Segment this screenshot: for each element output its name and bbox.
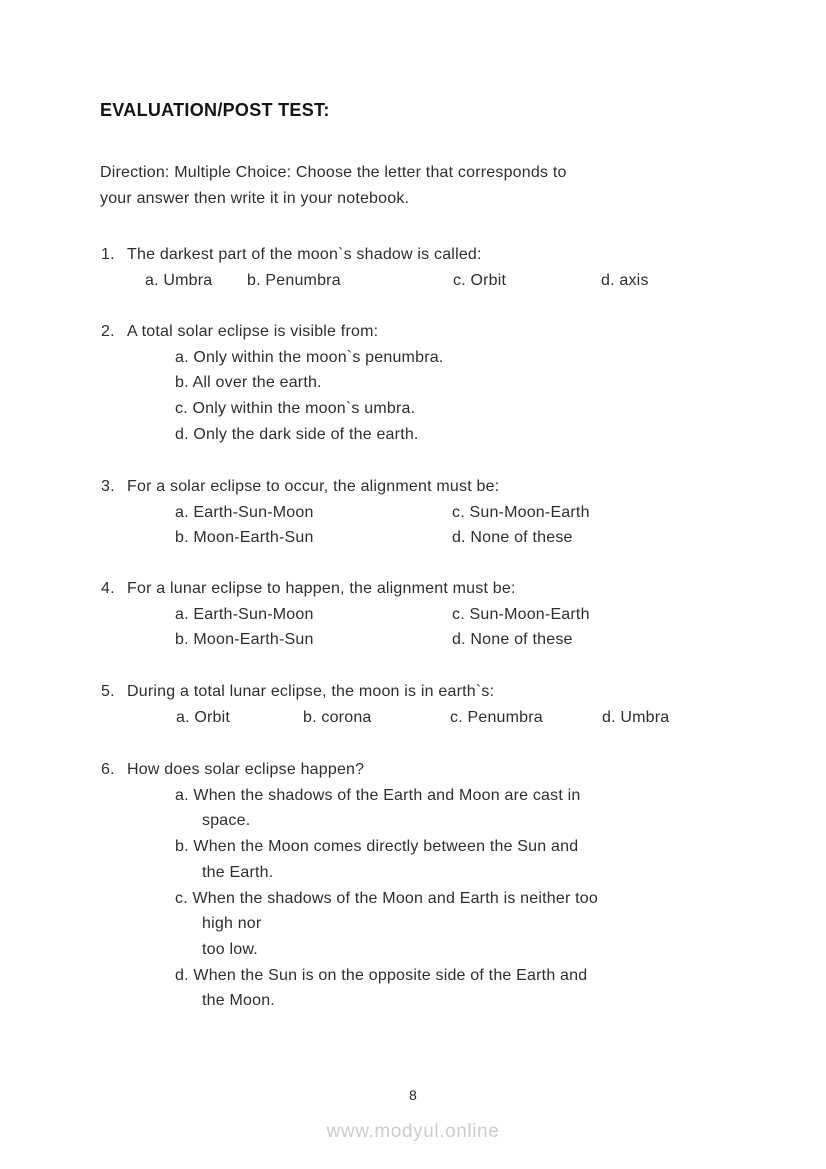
option-c: c. Sun-Moon-Earth [452,605,590,623]
question-number: 4. [101,580,115,597]
question-3-text [0,474,826,500]
option-d: d. Only the dark side of the earth. [175,425,419,443]
option-a-continuation: space. [202,812,251,830]
option-b: b. Penumbra [247,271,341,289]
question-number: 3. [101,478,115,495]
watermark-text: www.modyul.online [326,1121,500,1142]
question-3 [0,474,826,551]
question-number: 5. [101,683,115,700]
option-d: d. None of these [452,529,573,547]
question-1 [0,242,826,293]
option-d: d. None of these [452,631,573,649]
option-a: a. Orbit [176,708,231,726]
question-1-options [0,268,826,294]
question-number: 2. [101,323,115,340]
option-c: c. When the shadows of the Moon and Earth is neither too [175,889,598,907]
question-3-options-row-2 [0,525,826,551]
question-text: During a total lunar eclipse, the moon is in earth`s: [127,683,495,700]
question-5-options [0,705,826,731]
option-c: c. Penumbra [450,708,543,726]
option-c: c. Sun-Moon-Earth [452,503,590,521]
question-5 [0,679,826,730]
question-3-options-row-1 [0,500,826,526]
question-6-text [0,757,826,783]
question-4-options-row-2 [0,627,826,653]
question-text: A total solar eclipse is visible from: [127,323,379,340]
option-a: a. Earth-Sun-Moon [175,605,314,623]
option-c-continuation: high nor [202,915,262,933]
question-4-text [0,576,826,602]
option-a: a. Only within the moon`s penumbra. [175,348,444,366]
direction-line: Direction: Multiple Choice: Choose the letter that corresponds to [100,164,567,181]
option-d: d. Umbra [602,708,670,726]
page-number: 8 [409,1087,417,1103]
direction-line: your answer then write it in your notebook. [100,190,410,207]
direction-text [100,160,567,212]
option-c: c. Only within the moon`s umbra. [175,400,416,418]
question-4 [0,576,826,653]
option-b: b. When the Moon comes directly between the Sun and [175,838,579,856]
option-b-continuation: the Earth. [202,863,274,881]
option-a: a. Earth-Sun-Moon [175,503,314,521]
option-d: d. When the Sun is on the opposite side of the Earth and [175,966,588,984]
option-b: b. All over the earth. [175,374,322,392]
question-text: How does solar eclipse happen? [127,761,365,778]
question-6 [0,757,826,1014]
question-2 [0,319,826,448]
question-4-options-row-1 [0,602,826,628]
option-c-continuation: too low. [202,940,258,958]
option-d-continuation: the Moon. [202,992,275,1010]
option-a: a. When the shadows of the Earth and Moon are cast in [175,786,581,804]
option-b: b. Moon-Earth-Sun [175,529,314,547]
question-5-text [0,679,826,705]
question-number: 6. [101,761,115,778]
option-b: b. corona [303,708,372,726]
question-text: For a solar eclipse to occur, the alignment must be: [127,478,500,495]
option-c: c. Orbit [453,271,507,289]
page-title: EVALUATION/POST TEST: [100,100,330,120]
question-text: The darkest part of the moon`s shadow is called: [127,246,482,263]
question-text: For a lunar eclipse to happen, the alignment must be: [127,580,516,597]
question-1-text [0,242,826,268]
option-a: a. Umbra [145,271,213,289]
question-2-text [0,319,826,345]
option-b: b. Moon-Earth-Sun [175,631,314,649]
question-number: 1. [101,246,115,263]
option-d: d. axis [601,271,649,289]
